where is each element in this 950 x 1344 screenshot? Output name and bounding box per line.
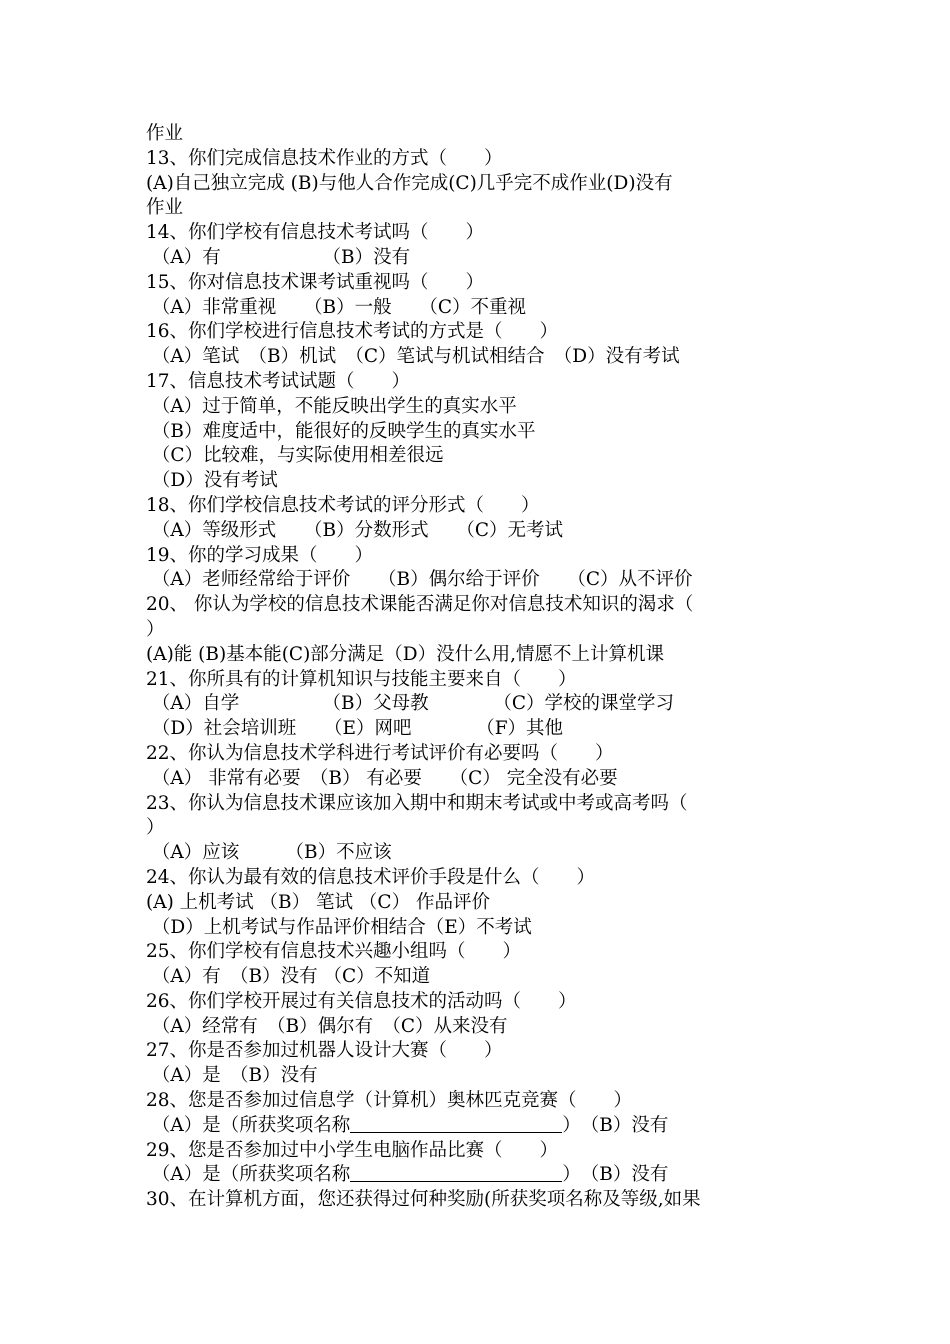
question-30: 30、在计算机方面，您还获得过何种奖励(所获奖项名称及等级,如果 [146, 1189, 701, 1211]
question-15: 15、你对信息技术课考试重视吗（ ） [146, 271, 485, 293]
options-23: （A）应该 （B）不应该 [146, 842, 392, 864]
option-17-a: （A）过于简单，不能反映出学生的真实水平 [146, 395, 517, 417]
options-19: （A）老师经常给于评价 （B）偶尔给于评价 （C）从不评价 [146, 569, 693, 591]
option-text: （A）是（所获奖项名称 [146, 1114, 351, 1136]
option-17-d: （D）没有考试 [146, 470, 278, 492]
award-name-blank[interactable] [350, 1114, 562, 1133]
question-16: 16、你们学校进行信息技术考试的方式是（ ） [146, 321, 559, 343]
options-29 [146, 1163, 816, 1188]
options-22: （A） 非常有必要 （B） 有必要 （C） 完全没有必要 [146, 767, 618, 789]
options-28 [146, 1114, 816, 1139]
options-21-row1: （A）自学 （B）父母教 （C）学校的课堂学习 [146, 693, 674, 715]
question-17: 17、信息技术考试试题（ ） [146, 370, 411, 392]
question-21: 21、你所具有的计算机知识与技能主要来自（ ） [146, 668, 577, 690]
option-text: （A）是（所获奖项名称 [146, 1164, 351, 1186]
options-26: （A）经常有 （B）偶尔有 （C）从来没有 [146, 1015, 508, 1037]
question-28: 28、您是否参加过信息学（计算机）奥林匹克竞赛（ ） [146, 1090, 633, 1112]
text-line: 作业 [146, 197, 184, 219]
question-18: 18、你们学校信息技术考试的评分形式（ ） [146, 494, 540, 516]
award-name-blank[interactable] [350, 1163, 562, 1182]
options-24-row1: (A) 上机考试 （B） 笔试 （C） 作品评价 [146, 891, 490, 913]
text-line: ） [146, 817, 165, 839]
options-27: （A）是 （B）没有 [146, 1065, 318, 1087]
text-line: 作业 [146, 123, 184, 144]
question-19: 19、你的学习成果（ ） [146, 544, 374, 566]
options-14: （A）有 （B）没有 [146, 246, 411, 268]
options-15: （A）非常重视 （B）一般 （C）不重视 [146, 296, 526, 318]
question-25: 25、你们学校有信息技术兴趣小组吗（ ） [146, 941, 522, 963]
question-29: 29、您是否参加过中小学生电脑作品比赛（ ） [146, 1139, 559, 1161]
question-13: 13、你们完成信息技术作业的方式（ ） [146, 147, 503, 169]
options-20: (A)能 (B)基本能(C)部分满足（D）没什么用,情愿不上计算机课 [146, 643, 665, 665]
options-13: (A)自己独立完成 (B)与他人合作完成(C)几乎完不成作业(D)没有 [146, 172, 673, 194]
question-27: 27、你是否参加过机器人设计大赛（ ） [146, 1040, 503, 1062]
options-25: （A）有 （B）没有 （C）不知道 [146, 966, 431, 988]
question-20: 20、 你认为学校的信息技术课能否满足你对信息技术知识的渴求（ [146, 594, 694, 616]
question-24: 24、你认为最有效的信息技术评价手段是什么（ ） [146, 866, 596, 888]
options-18: （A）等级形式 （B）分数形式 （C）无考试 [146, 519, 563, 541]
question-26: 26、你们学校开展过有关信息技术的活动吗（ ） [146, 990, 577, 1012]
option-text: ） （B）没有 [562, 1114, 669, 1136]
question-23: 23、你认为信息技术课应该加入期中和期末考试或中考或高考吗（ [146, 792, 688, 814]
option-17-b: （B）难度适中，能很好的反映学生的真实水平 [146, 420, 536, 442]
options-24-row2: （D）上机考试与作品评价相结合（E）不考试 [146, 916, 532, 938]
options-16: （A）笔试 （B）机试 （C）笔试与机试相结合 （D）没有考试 [146, 346, 680, 368]
option-17-c: （C）比较难，与实际使用相差很远 [146, 445, 444, 467]
question-22: 22、你认为信息技术学科进行考试评价有必要吗（ ） [146, 742, 614, 764]
options-21-row2: （D）社会培训班 （E）网吧 （F）其他 [146, 718, 564, 740]
text-line: ） [146, 618, 165, 640]
option-text: ） （B）没有 [562, 1164, 669, 1186]
question-14: 14、你们学校有信息技术考试吗（ ） [146, 222, 485, 244]
document-page [146, 122, 816, 1213]
